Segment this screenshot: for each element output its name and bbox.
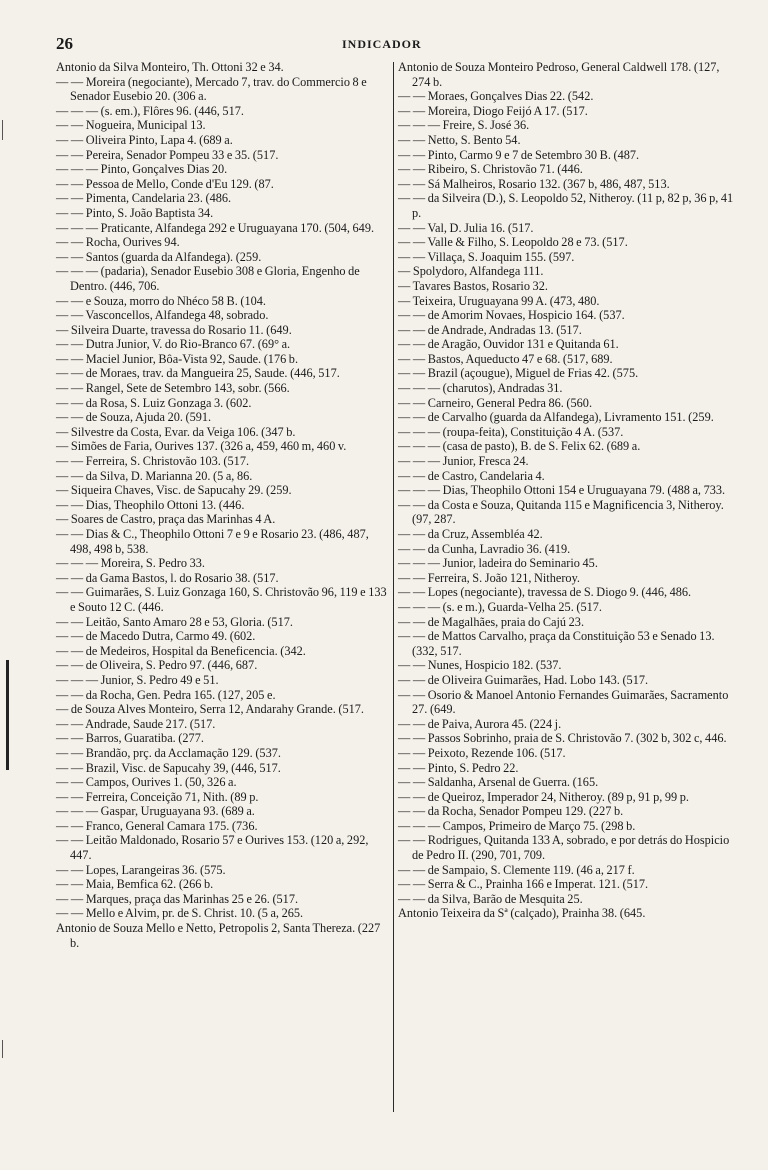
directory-entry: — — Pereira, Senador Pompeu 33 e 35. (517. [56,147,279,162]
directory-entry: — — Bastos, Aqueducto 47 e 68. (517, 689. [398,351,613,366]
directory-entry: — — — (padaria), Senador Eusebio 308 e Gloria, Engenho de Dentro. (446, 706. [56,264,360,293]
directory-entry: — — da Silveira (D.), S. Leopoldo 52, Nitheroy. (11 p, 82 p, 36 p, 41 p. [398,191,734,220]
directory-entry: — — Franco, General Camara 175. (736. [56,818,258,833]
directory-entry: — — — Pinto, Gonçalves Dias 20. [56,162,228,177]
directory-entry: — — — Junior, ladeira do Seminario 45. [398,556,598,571]
directory-entry: — — Brazil, Visc. de Sapucahy 39, (446, 517. [56,760,281,775]
directory-entry: Antonio Teixeira da Sª (calçado), Prainha 38. (645. [398,906,646,921]
directory-entry: — — e Souza, morro do Nhéco 58 B. (104. [56,293,266,308]
directory-entry: — — Barros, Guaratiba. (277. [56,731,204,746]
directory-entry: — — Guimarães, S. Luiz Gonzaga 160, S. Christovão 96, 119 e 133 e Souto 12 C. (446. [56,585,387,614]
directory-entry: — — Leitão Maldonado, Rosario 57 e Ourives 153. (120 a, 292, 447. [56,833,369,863]
directory-entry: — — — Campos, Primeiro de Março 75. (298 b. [398,818,636,833]
directory-entry: — — de Castro, Candelaria 4. [398,468,545,483]
directory-entry: — — — Dias, Theophilo Ottoni 154 e Uruguayana 79. (488 a, 733. [398,483,726,498]
directory-entry: — — Rocha, Ourives 94. [56,235,180,250]
directory-entry: — — Moreira (negociante), Mercado 7, trav. do Commercio 8 e Senador Eusebio 20. (306 a. [56,74,367,104]
directory-entry: — de Souza Alves Monteiro, Serra 12, Andarahy Grande. (517. [56,702,364,717]
left-column [56,60,392,950]
directory-entry: — — Villaça, S. Joaquim 155. (597. [398,249,575,264]
directory-entry: — — da Rosa, S. Luiz Gonzaga 3. (602. [56,395,252,410]
directory-entry: — Simões de Faria, Ourives 137. (326 a, 459, 460 m, 460 v. [56,439,347,454]
directory-entry: — — Vasconcellos, Alfandega 48, sobrado. [56,308,269,323]
directory-entry: — — — (s. em.), Flôres 96. (446, 517. [56,103,244,118]
directory-entry: — — — Junior, S. Pedro 49 e 51. [56,672,219,687]
directory-entry: — — Peixoto, Rezende 106. (517. [398,745,566,760]
directory-entry: — — de Queiroz, Imperador 24, Nitheroy. (89 p, 91 p, 99 p. [398,789,689,804]
directory-entry: — — Brandão, prç. da Acclamação 129. (537. [56,745,281,760]
directory-entry: — — — Freire, S. José 36. [398,118,530,133]
directory-entry: — — Dias, Theophilo Ottoni 13. (446. [56,497,245,512]
directory-entry: — — Ribeiro, S. Christovão 71. (446. [398,162,583,177]
directory-entry: Antonio de Souza Monteiro Pedroso, General Caldwell 178. (127, 274 b. [398,60,720,89]
directory-entry: — — Pimenta, Candelaria 23. (486. [56,191,232,206]
directory-entry: — — de Carvalho (guarda da Alfandega), Livramento 151. (259. [398,410,714,425]
directory-entry: — — Andrade, Saude 217. (517. [56,716,216,731]
directory-entry: — — Valle & Filho, S. Leopoldo 28 e 73. (517. [398,235,628,250]
directory-entry: — — de Amorim Novaes, Hospicio 164. (537. [398,308,625,323]
directory-entry: — — de Medeiros, Hospital da Beneficencia. (342. [56,643,306,658]
directory-entry: — — Leitão, Santo Amaro 28 e 53, Gloria. (517. [56,614,293,629]
directory-entry: — — Nogueira, Municipal 13. [56,118,206,133]
directory-entry: — — Lopes (negociante), travessa de S. Diogo 9. (446, 486. [398,585,692,600]
directory-entry: — — Osorio & Manoel Antonio Fernandes Guimarães, Sacramento 27. (649. [398,687,729,717]
directory-entry: — Teixeira, Uruguayana 99 A. (473, 480. [398,293,600,308]
directory-entry: — — da Cruz, Assembléa 42. [398,527,543,541]
directory-entry: — — Ferreira, Conceição 71, Nith. (89 p. [56,789,259,804]
column-divider [393,62,394,1112]
directory-entry: — — Brazil (açougue), Miguel de Frias 42. (575. [398,366,639,381]
directory-entry: — — — Junior, Fresca 24. [398,454,529,469]
directory-entry: — — Moraes, Gonçalves Dias 22. (542. [398,89,594,104]
directory-entry: — — de Paiva, Aurora 45. (224 j. [398,716,562,731]
directory-entry: — — da Silva, D. Marianna 20. (5 a, 86. [56,468,253,483]
directory-entry: — — — Gaspar, Uruguayana 93. (689 a. [56,804,255,819]
directory-entry: — — de Macedo Dutra, Carmo 49. (602. [56,629,256,644]
directory-entry: — — Maia, Bemfica 62. (266 b. [56,877,214,892]
directory-entry: — — Nunes, Hospicio 182. (537. [398,658,562,673]
directory-entry: — — Pinto, S. João Baptista 34. [56,205,214,220]
directory-entry: — — Ferreira, S. Christovão 103. (517. [56,454,250,469]
directory-entry: — — — Praticante, Alfandega 292 e Uruguayana 170. (504, 649. [56,220,375,235]
directory-entry: — — de Aragão, Ouvidor 131 e Quitanda 61. [398,337,619,352]
directory-entry: — — Dias & C., Theophilo Ottoni 7 e 9 e Rosario 23. (486, 487, 498, 498 b, 538. [56,527,369,556]
directory-entry: — — Pessoa de Mello, Conde d'Eu 129. (87. [56,176,274,191]
directory-entry: — — Dutra Junior, V. do Rio-Branco 67. (69° a. [56,337,291,352]
directory-entry: — — Serra & C., Prainha 166 e Imperat. 121. (517. [398,877,649,892]
margin-mark [2,1040,3,1058]
directory-entry: — — da Rocha, Gen. Pedra 165. (127, 205 e. [56,687,276,702]
directory-entry: — — de Andrade, Andradas 13. (517. [398,322,582,337]
directory-entry: — — Santos (guarda da Alfandega). (259. [56,249,262,264]
directory-entry: — — de Souza, Ajuda 20. (591. [56,410,212,425]
margin-mark [6,660,9,770]
directory-entry: — — Mello e Alvim, pr. de S. Christ. 10. (5 a, 265. [56,906,304,921]
directory-entry: — Spolydoro, Alfandega 111. [398,264,544,279]
directory-entry: — Siqueira Chaves, Visc. de Sapucahy 29. (259. [56,483,292,498]
directory-entry: — Silveira Duarte, travessa do Rosario 11. (649. [56,322,292,337]
directory-entry: — — de Moraes, trav. da Mangueira 25, Saude. (446, 517. [56,366,340,381]
directory-entry: — — — Moreira, S. Pedro 33. [56,556,205,571]
directory-entry: — — — (charutos), Andradas 31. [398,381,563,396]
directory-entry: — — da Silva, Barão de Mesquita 25. [398,891,583,906]
directory-entry: — — Saldanha, Arsenal de Guerra. (165. [398,775,599,790]
directory-entry: — — de Magalhães, praia do Cajú 23. [398,614,585,629]
directory-entry: — — Marques, praça das Marinhas 25 e 26. (517. [56,891,299,906]
directory-entry: — — Pinto, S. Pedro 22. [398,760,519,775]
directory-entry: — — Val, D. Julia 16. (517. [398,220,534,235]
directory-entry: — — Rangel, Sete de Setembro 143, sobr. (566. [56,381,290,396]
page-number: 26 [56,34,73,53]
directory-entry: — Soares de Castro, praça das Marinhas 4 A. [56,512,276,527]
directory-entry: — — de Oliveira, S. Pedro 97. (446, 687. [56,658,258,673]
directory-entry: Antonio da Silva Monteiro, Th. Ottoni 32 e 34. [56,60,284,74]
directory-entry: — — de Mattos Carvalho, praça da Constituição 53 e Senado 13. (332, 517. [398,629,715,658]
directory-entry: — — Moreira, Diogo Feijó A 17. (517. [398,103,588,118]
directory-entry: — — Passos Sobrinho, praia de S. Christovão 7. (302 b, 302 c, 446. [398,731,727,746]
directory-entry: — Tavares Bastos, Rosario 32. [398,278,548,293]
directory-entry: — — — (roupa-feita), Constituição 4 A. (537. [398,424,624,439]
directory-entry: Antonio de Souza Mello e Netto, Petropolis 2, Santa Thereza. (227 b. [56,921,381,950]
directory-entry: — — Campos, Ourives 1. (50, 326 a. [56,775,237,790]
running-head: INDICADOR [342,37,422,51]
directory-entry: — — Netto, S. Bento 54. [398,132,521,147]
directory-entry: — — da Costa e Souza, Quitanda 115 e Magnificencia 3, Nitheroy. (97, 287. [398,497,724,527]
directory-entry: — — de Oliveira Guimarães, Had. Lobo 143. (517. [398,672,649,687]
directory-entry: — Silvestre da Costa, Evar. da Veiga 106. (347 b. [56,424,296,439]
directory-entry: — — — (casa de pasto), B. de S. Felix 62. (689 a. [398,439,641,454]
directory-entry: — — — (s. e m.), Guarda-Velha 25. (517. [398,599,602,614]
directory-entry: — — da Rocha, Senador Pompeu 129. (227 b. [398,804,624,819]
margin-mark [2,120,3,140]
directory-entry: — — da Gama Bastos, l. do Rosario 38. (517. [56,570,279,585]
directory-entry: — — Pinto, Carmo 9 e 7 de Setembro 30 B. (487. [398,147,640,162]
directory-entry: — — Oliveira Pinto, Lapa 4. (689 a. [56,132,233,147]
right-column [398,60,738,921]
directory-entry: — — Rodrigues, Quitanda 133 A, sobrado, e por detrás do Hospicio de Pedro II. (290, 701, 709. [398,833,730,863]
directory-entry: — — da Cunha, Lavradio 36. (419. [398,541,571,556]
directory-entry: — — Carneiro, General Pedra 86. (560. [398,395,593,410]
directory-entry: — — de Sampaio, S. Clemente 119. (46 a, 217 f. [398,862,635,877]
directory-entry: — — Ferreira, S. João 121, Nitheroy. [398,570,580,585]
directory-entry: — — Sá Malheiros, Rosario 132. (367 b, 486, 487, 513. [398,176,670,191]
directory-entry: — — Lopes, Larangeiras 36. (575. [56,862,226,877]
directory-entry: — — Maciel Junior, Bôa-Vista 92, Saude. (176 b. [56,351,299,366]
